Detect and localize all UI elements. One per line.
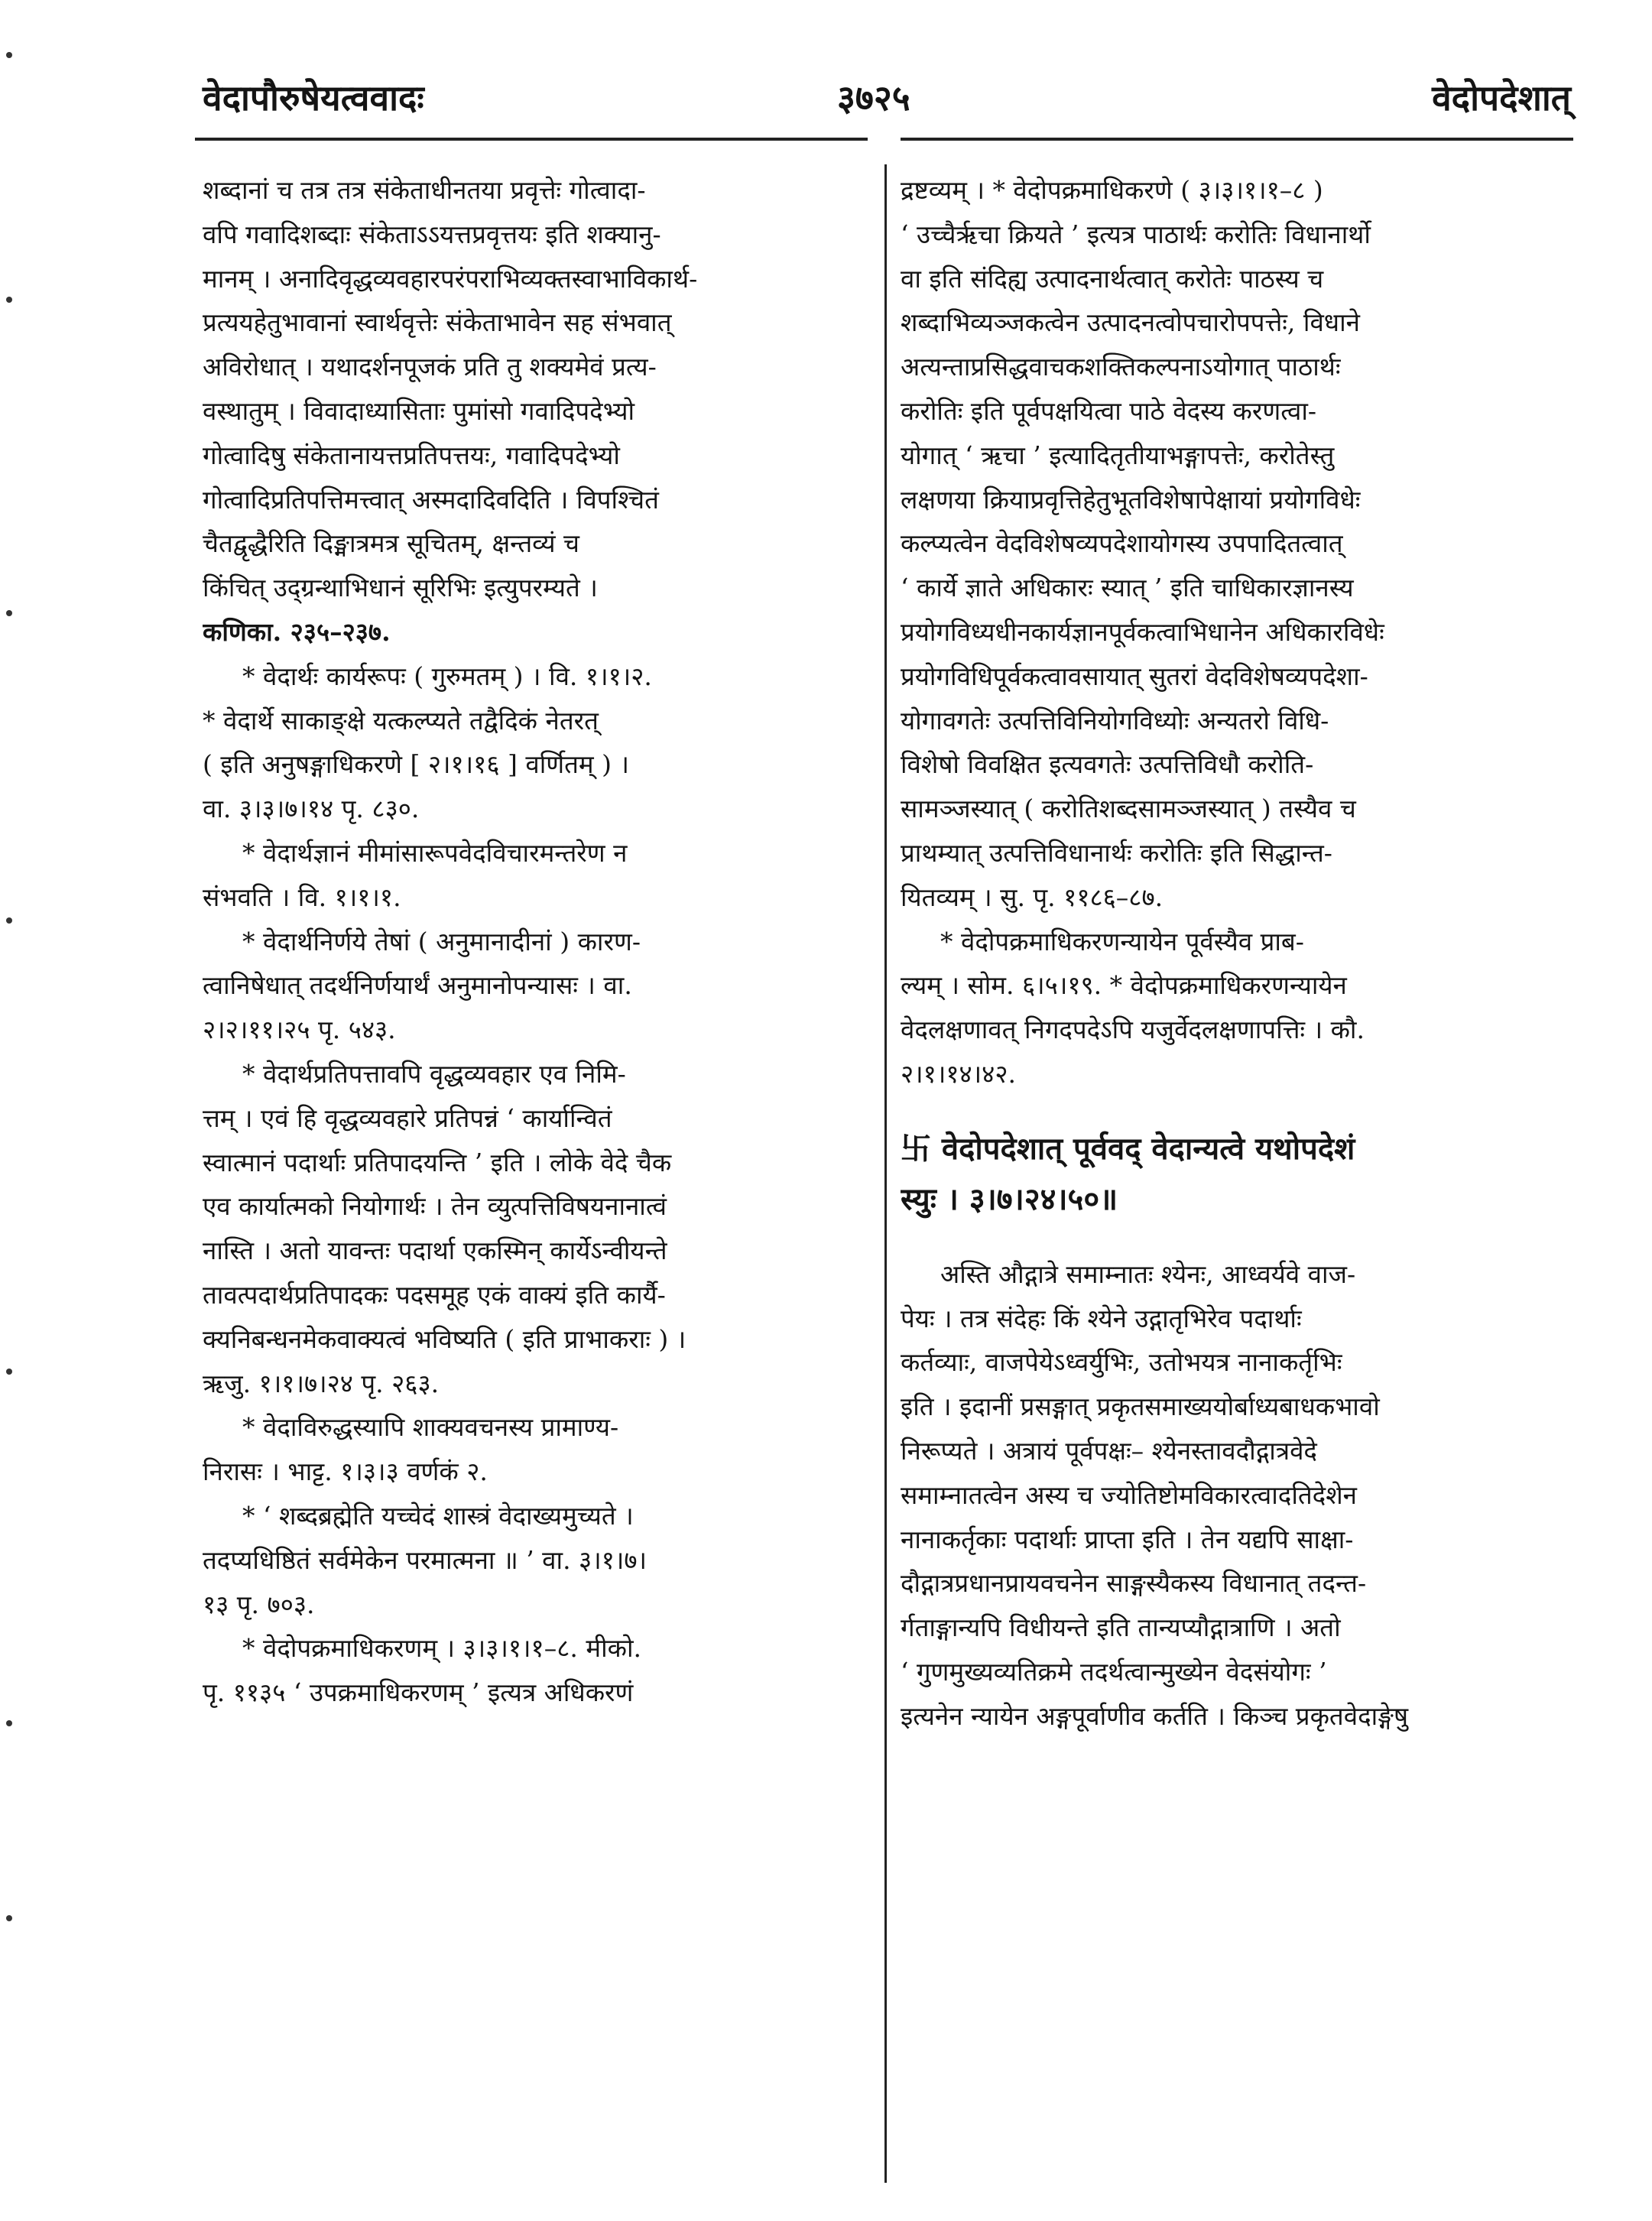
text-line: विशेषो विवक्षित इत्यवगतेः उत्पत्तिविधौ करोति- — [901, 749, 1314, 780]
spacer — [901, 1096, 1573, 1124]
entry-line: * वेदोपक्रमाधिकरणम् । ३।३।१।१–८. मीको. — [242, 1633, 642, 1664]
text-line: त्वानिषेधात् तदर्थनिर्णयार्थं अनुमानोपन्यासः । वा. — [203, 970, 632, 1001]
page-header — [203, 67, 1571, 128]
header-rule — [901, 138, 1573, 141]
right-column — [901, 168, 1573, 1739]
text-line: लक्षणया क्रियाप्रवृत्तिहेतुभूतविशेषापेक्षायां प्रयोगविधेः — [901, 484, 1361, 515]
text-line: निरूप्यते । अत्रायं पूर्वपक्षः– श्येनस्तावदौद्गात्रवेदे — [901, 1435, 1317, 1466]
entry-line: * वेदाविरुद्धस्यापि शाक्यवचनस्य प्रामाण्य- — [242, 1412, 619, 1443]
reference-line: ऋजु. १।१।७।२४ पृ. २६३. — [203, 1368, 440, 1398]
entry-line: * वेदोपक्रमाधिकरणन्यायेन पूर्वस्यैव प्राब- — [940, 926, 1304, 956]
text-line: करोतिः इति पूर्वपक्षयित्वा पाठे वेदस्य करणत्वा- — [901, 395, 1317, 426]
margin-mark — [6, 52, 12, 58]
text-line: त्तम् । एवं हि वृद्धव्यवहारे प्रतिपन्नं ‘ कार्यान्वितं — [203, 1102, 612, 1133]
text-line: अविरोधात् । यथादर्शनपूजकं प्रति तु शक्यमेवं प्रत्य- — [203, 352, 657, 382]
text-line: प्रत्ययहेतुभावानां स्वार्थवृत्तेः संकेताभावेन सह संभवात् — [203, 307, 672, 338]
text-line: ( इति अनुषङ्गाधिकरणे [ २।१।१६ ] वर्णितम् ) । — [203, 749, 630, 780]
sutra-heading: 卐 वेदोपदेशात् पूर्ववद् वेदान्यत्वे यथोपदेशं — [901, 1130, 1355, 1167]
text-line: वेदलक्षणावत् निगदपदेऽपि यजुर्वेदलक्षणापत्तिः । कौ. — [901, 1015, 1365, 1045]
text-line: प्रयोगविध्यधीनकार्यज्ञानपूर्वकत्वाभिधानेन अधिकारविधेः — [901, 616, 1384, 647]
entry-line: * वेदार्थप्रतिपत्तावपि वृद्धव्यवहार एव निमि- — [242, 1058, 626, 1089]
running-head-right: वेदोपदेशात् — [1432, 77, 1571, 119]
spacer — [901, 1225, 1573, 1252]
text-line: सामञ्जस्यात् ( करोतिशब्दसामञ्जस्यात् ) तस्यैव च — [901, 794, 1356, 824]
margin-mark — [6, 1720, 12, 1726]
text-line: इति । इदानीं प्रसङ्गात् प्रकृतसमाख्ययोर्बाध्यबाधकभावो — [901, 1391, 1380, 1422]
text-line: वपि गवादिशब्दाः संकेताऽऽयत्तप्रवृत्तयः इति शक्यानु- — [203, 219, 661, 249]
margin-mark — [6, 297, 12, 303]
text-line: ‘ गुणमुख्यव्यतिक्रमे तदर्थत्वान्मुख्येन वेदसंयोगः ’ — [901, 1656, 1327, 1687]
text-line: वस्थातुम् । विवादाध्यासिताः पुमांसो गवादिपदेभ्यो — [203, 395, 635, 426]
text-line: समाम्नातत्वेन अस्य च ज्योतिष्टोमविकारत्वादतिदेशेन — [901, 1479, 1357, 1510]
text-line: किंचित् उद्ग्रन्थाभिधानं सूरिभिः इत्युपरम्यते । — [203, 573, 598, 603]
text-line: स्वात्मानं पदार्थाः प्रतिपादयन्ति ’ इति । लोके वेदे चैक — [203, 1147, 672, 1177]
text-line: प्रयोगविधिपूर्वकत्वावसायात् सुतरां वेदविशेषव्यपदेशा- — [901, 661, 1368, 691]
text-line: र्गताङ्गान्यपि विधीयन्ते इति तान्यप्यौद्गात्राणि । अतो — [901, 1612, 1341, 1643]
margin-mark — [6, 610, 12, 616]
reference-line: २।२।११।२५ पृ. ५४३. — [203, 1015, 396, 1045]
margin-mark — [6, 1369, 12, 1375]
entry-line: * वेदार्थः कार्यरूपः ( गुरुमतम् ) । वि. १।१।२. — [242, 661, 652, 691]
sutra-heading: स्युः । ३।७।२४।५०॥ — [901, 1180, 1118, 1217]
text-line: चैतद्वृद्धैरिति दिङ्मात्रमत्र सूचितम्, क्षन्तव्यं च — [203, 528, 579, 559]
text-line: वा इति संदिह्य उत्पादनार्थत्वात् करोतेः पाठस्य च — [901, 263, 1324, 294]
text-line: द्रष्टव्यम् । * वेदोपक्रमाधिकरणे ( ३।३।१।१–८ ) — [901, 175, 1323, 205]
text-line: नानाकर्तृकाः पदार्थाः प्राप्ता इति । तेन यद्यपि साक्षा- — [901, 1524, 1354, 1554]
text-line: कर्तव्याः, वाजपेयेऽध्वर्युभिः, उतोभयत्र नानाकर्तृभिः — [901, 1347, 1342, 1378]
column-divider — [884, 164, 887, 2183]
text-line: नास्ति । अतो यावन्तः पदार्था एकस्मिन् कार्येऽन्वीयन्ते — [203, 1236, 667, 1266]
text-line: पेयः । तत्र संदेहः किं श्येने उद्गातृभिरेव पदार्थाः — [901, 1303, 1302, 1333]
text-line: अत्यन्ताप्रसिद्धवाचकशक्तिकल्पनाऽयोगात् पाठार्थः — [901, 352, 1341, 382]
text-line: तदप्यधिष्ठितं सर्वमेकेन परमात्मना ॥ ’ वा. ३।१।७। — [203, 1544, 647, 1575]
text-line: एव कार्यात्मको नियोगार्थः । तेन व्युत्पत्तिविषयनानात्वं — [203, 1191, 667, 1222]
text-line: शब्दानां च तत्र तत्र संकेताधीनतया प्रवृत्तेः गोत्वादा- — [203, 175, 646, 205]
text-line: योगावगतेः उत्पत्तिविनियोगविध्योः अन्यतरो विधि- — [901, 705, 1329, 735]
entry-line: * ‘ शब्दब्रह्मेति यच्चेदं शास्त्रं वेदाख्यमुच्यते । — [242, 1500, 634, 1531]
text-line: अस्ति औद्गात्रे समाम्नातः श्येनः, आध्वर्यवे वाज- — [940, 1258, 1356, 1289]
text-line: कल्प्यत्वेन वेदविशेषव्यपदेशायोगस्य उपपादितत्वात् — [901, 528, 1343, 559]
text-line: प्राथम्यात् उत्पत्तिविधानार्थः करोतिः इति सिद्धान्त- — [901, 837, 1332, 868]
entry-line: * वेदार्थज्ञानं मीमांसारूपवेदविचारमन्तरेण न — [242, 837, 628, 868]
left-column — [203, 168, 875, 1715]
text-line: ल्यम् । सोम. ६।५।१९. * वेदोपक्रमाधिकरणन्यायेन — [901, 970, 1347, 1001]
entry-line: * वेदार्थे साकाङ्क्षे यत्कल्प्यते तद्वैदिकं नेतरत् — [203, 705, 599, 735]
reference-line: वा. ३।३।७।१४ पृ. ८३०. — [203, 794, 420, 824]
text-line: शब्दाभिव्यञ्जकत्वेन उत्पादनत्वोपचारोपपत्तेः, विधाने — [901, 307, 1360, 338]
page-number: ३७२५ — [837, 77, 910, 119]
text-line: तावत्पदार्थप्रतिपादकः पदसमूह एकं वाक्यं इति कार्यै- — [203, 1279, 666, 1310]
running-head-left: वेदापौरुषेयत्ववादः — [203, 77, 424, 119]
text-line: मानम् । अनादिवृद्धव्यवहारपरंपराभिव्यक्तस्वाभाविकार्थ- — [203, 263, 698, 294]
reference-line: कणिका. २३५–२३७. — [203, 616, 391, 647]
text-line: गोत्वादिषु संकेतानायत्तप्रतिपत्तयः, गवादिपदेभ्यो — [203, 440, 620, 470]
reference-line: यितव्यम् । सु. पृ. ११८६–८७. — [901, 882, 1164, 912]
margin-mark — [6, 1915, 12, 1921]
margin-mark — [6, 917, 12, 924]
text-line: पृ. ११३५ ‘ उपक्रमाधिकरणम् ’ इत्यत्र अधिकरणं — [203, 1677, 634, 1708]
text-line: ‘ कार्ये ज्ञाते अधिकारः स्यात् ’ इति चाधिकारज्ञानस्य — [901, 573, 1354, 603]
entry-line: * वेदार्थनिर्णये तेषां ( अनुमानादीनां ) कारण- — [242, 926, 641, 956]
text-line: इत्यनेन न्यायेन अङ्गपूर्वाणीव कर्तति । किञ्च प्रकृतवेदाङ्गेषु — [901, 1700, 1409, 1731]
reference-line: २।१।१४।४२. — [901, 1058, 1016, 1089]
text-line: संभवति । वि. १।१।१. — [203, 882, 401, 912]
text-line: योगात् ‘ ऋचा ’ इत्यादितृतीयाभङ्गापत्तेः, करोतेस्तु — [901, 440, 1335, 470]
text-line: क्यनिबन्धनमेकवाक्यत्वं भविष्यति ( इति प्राभाकराः ) । — [203, 1323, 686, 1354]
text-line: गोत्वादिप्रतिपत्तिमत्त्वात् अस्मदादिवदिति । विपश्चितं — [203, 484, 659, 515]
reference-line: १३ पृ. ७०३. — [203, 1589, 315, 1619]
header-rule — [195, 138, 868, 141]
text-line: ‘ उच्चैर्ऋचा क्रियते ’ इत्यत्र पाठार्थः करोतिः विधानार्थो — [901, 219, 1371, 249]
text-line: निरासः । भाट्ट. १।३।३ वर्णकं २. — [203, 1456, 488, 1487]
text-line: दौद्गात्रप्रधानप्रायवचनेन साङ्गस्यैकस्य विधानात् तदन्त- — [901, 1568, 1367, 1599]
